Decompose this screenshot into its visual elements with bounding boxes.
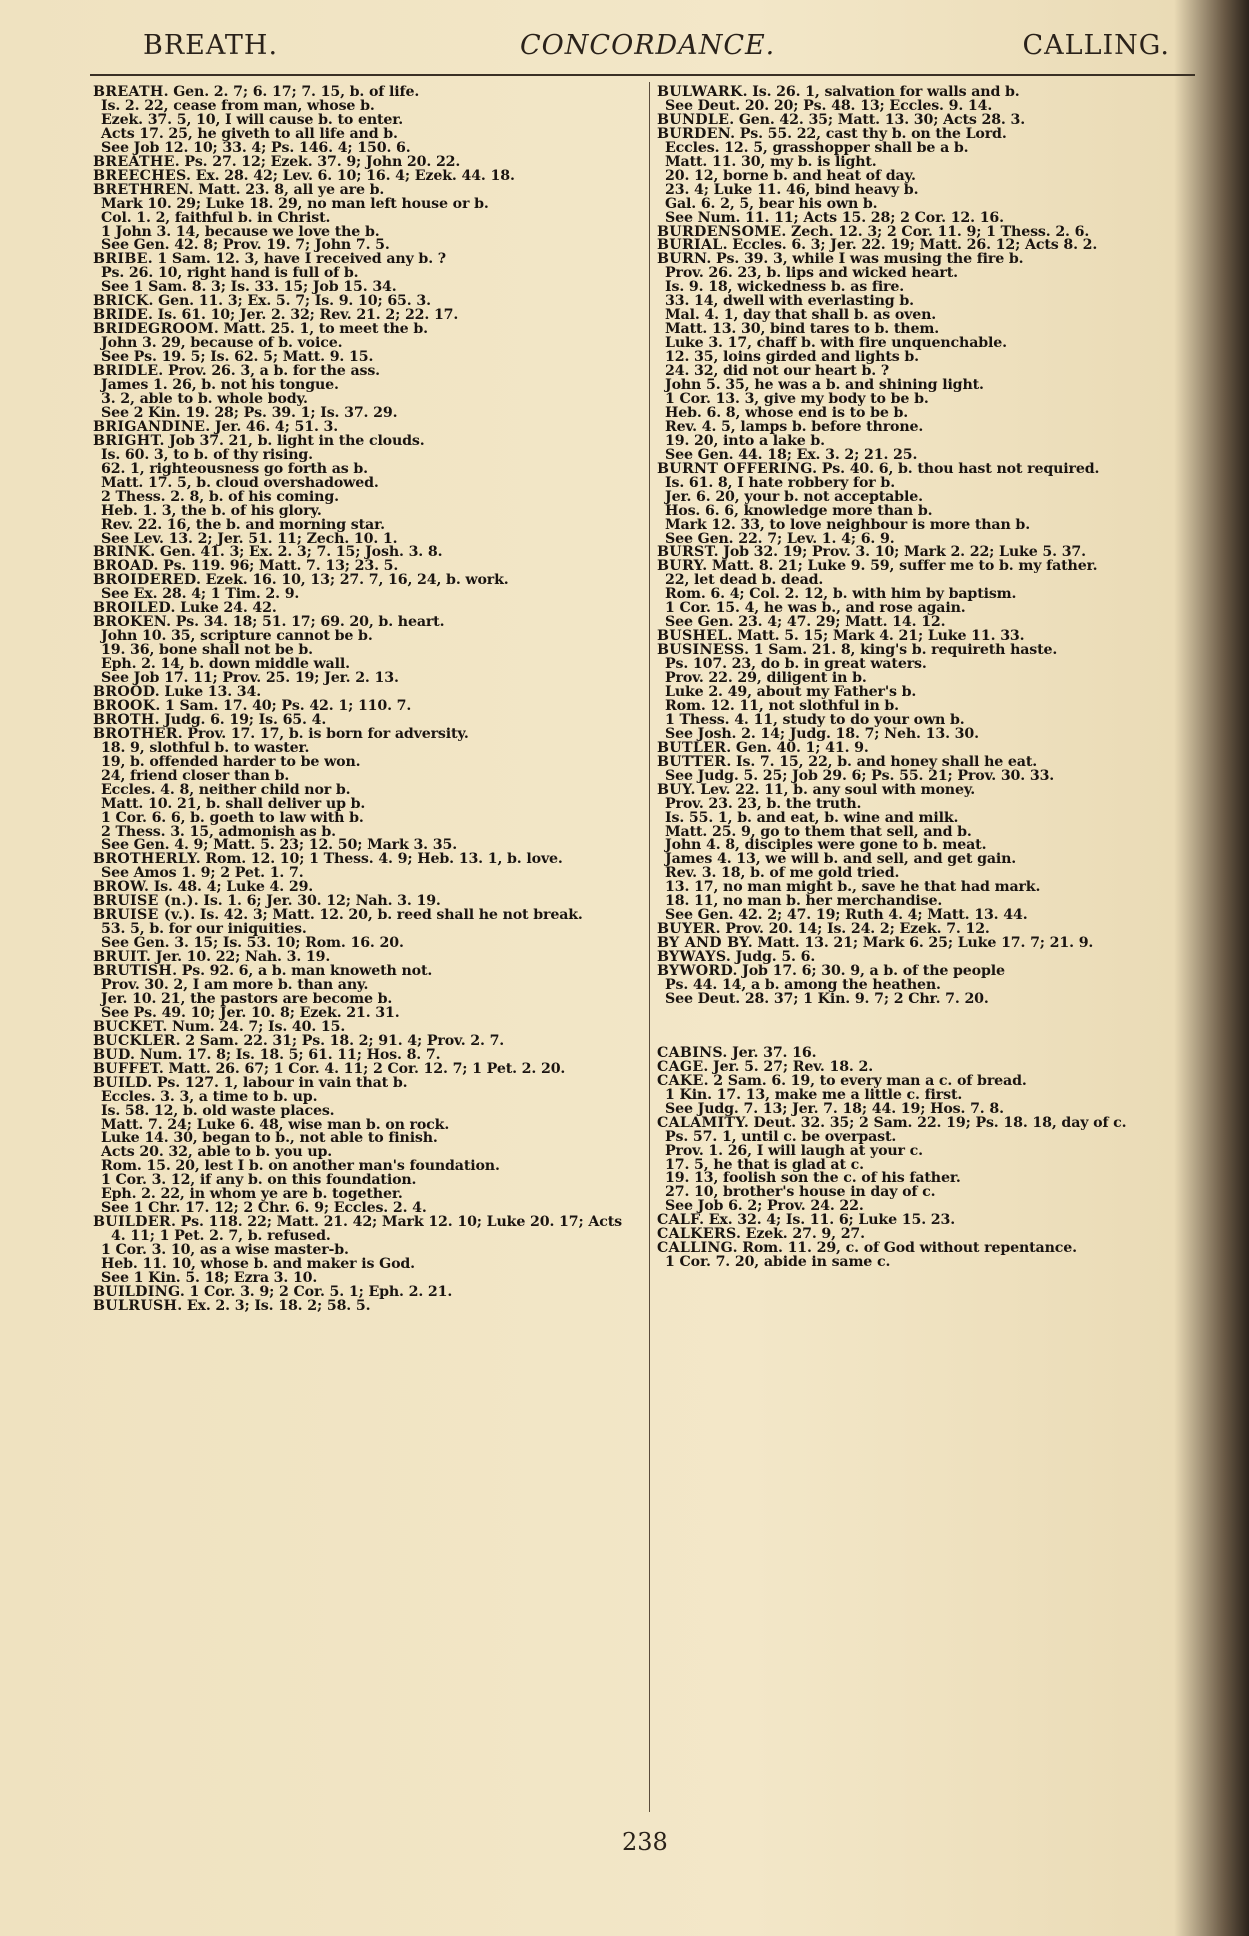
entry-headword: CALKERS.: [657, 1226, 742, 1243]
entry-subline: Is. 58. 12, b. old waste places.: [101, 1102, 335, 1119]
entry-subline: See Judg. 5. 25; Job 29. 6; Ps. 55. 21; Prov. 30. 33.: [665, 767, 1055, 784]
running-header: [95, 30, 1190, 70]
entry-headword: BRIGANDINE.: [93, 418, 211, 435]
entry-subline: 22, let dead b. dead.: [665, 572, 824, 589]
entry-subline: Matt. 13. 30, bind tares to b. them.: [665, 321, 939, 338]
entry-subline: Jer. 6. 20, your b. not acceptable.: [665, 488, 923, 505]
entry-headword: BROAD.: [93, 558, 159, 575]
entry-subline: Eph. 2. 22, in whom ye are b. together.: [101, 1186, 403, 1203]
entry-subline: Heb. 1. 3, the b. of his glory.: [101, 502, 322, 519]
entry-headword: BUNDLE.: [657, 111, 735, 128]
entry-subline: 17. 5, he that is glad at c.: [665, 1156, 864, 1173]
entry-subline: Ps. 26. 10, right hand is full of b.: [101, 265, 359, 282]
entry-subline: Matt. 11. 30, my b. is light.: [665, 153, 877, 170]
entry-references: Ps. 39. 3, while I was musing the fire b.: [716, 251, 1024, 268]
entry-headword: BUILD.: [93, 1074, 153, 1091]
entry-subline: See Judg. 7. 13; Jer. 7. 18; 44. 19; Hos. 7. 8.: [665, 1100, 1004, 1117]
entry-subline: Is. 9. 18, wickedness b. as fire.: [665, 279, 905, 296]
entry-headword: BURST.: [657, 544, 719, 561]
entry-subline: Eccles. 3. 3, a time to b. up.: [101, 1088, 318, 1105]
entry-subline: See Gen. 23. 4; 47. 29; Matt. 14. 12.: [665, 614, 946, 631]
entry-subline: Rom. 15. 20, lest I b. on another man's foundation.: [101, 1158, 500, 1175]
left-column: [93, 86, 641, 1314]
entry-references: Ezek. 16. 10, 13; 27. 7, 16, 24, b. work.: [205, 572, 509, 589]
entry-subline: 1 Cor. 7. 20, abide in same c.: [665, 1254, 891, 1271]
entry-subline: 13. 17, no man might b., save he that had mark.: [665, 879, 1041, 896]
entry-references: Is. 48. 4; Luke 4. 29.: [153, 879, 314, 896]
entry-references: Matt. 5. 15; Mark 4. 21; Luke 11. 33.: [737, 628, 1025, 645]
entry-references: Gen. 2. 7; 6. 17; 7. 15, b. of life.: [173, 84, 420, 100]
entry-subline: Matt. 25. 9, go to them that sell, and b.: [665, 823, 972, 840]
entry-headword: BURIAL.: [657, 237, 728, 254]
entry-headword: BRINK.: [93, 544, 156, 561]
entry-references: Ps. 55. 22, cast thy b. on the Lord.: [739, 125, 1007, 142]
entry-subline: Heb. 11. 10, whose b. and maker is God.: [101, 1256, 415, 1273]
entry-subline: 19. 20, into a lake b.: [665, 432, 825, 449]
entry-references: Jer. 5. 27; Rev. 18. 2.: [713, 1058, 874, 1075]
entry-headword: BRIGHT.: [93, 432, 165, 449]
entry-headword: BRUTISH.: [93, 963, 178, 980]
entry-headword: CAGE.: [657, 1058, 709, 1075]
entry-subline: Mark 10. 29; Luke 18. 29, no man left house or b.: [101, 195, 489, 212]
entry-subline: 1 Cor. 6. 6, b. goeth to law with b.: [101, 809, 364, 826]
entry-subline: 1 John 3. 14, because we love the b.: [101, 223, 380, 240]
entry-references: Ps. 119. 96; Matt. 7. 13; 23. 5.: [163, 558, 399, 575]
entry-subline: Is. 60. 3, to b. of thy rising.: [101, 446, 313, 463]
entry-subline: See Job 6. 2; Prov. 24. 22.: [665, 1198, 864, 1215]
entry-subline: 23. 4; Luke 11. 46, bind heavy b.: [665, 181, 919, 198]
entry-subline: Rev. 3. 18, b. of me gold tried.: [665, 865, 900, 882]
entry-headword: BROTHERLY.: [93, 851, 202, 868]
entry-subline: Ps. 57. 1, until c. be overpast.: [665, 1128, 897, 1145]
entry-subline: See Num. 11. 11; Acts 15. 28; 2 Cor. 12. 16.: [665, 209, 1004, 226]
entry-references: Jer. 46. 4; 51. 3.: [214, 418, 339, 435]
entry-subline: Luke 3. 17, chaff b. with fire unquenchable.: [665, 335, 1007, 352]
concordance-entry: [93, 1216, 641, 1244]
entry-subline: Matt. 10. 21, b. shall deliver up b.: [101, 795, 366, 812]
entry-subline: Mark 12. 33, to love neighbour is more than b.: [665, 516, 1030, 533]
entry-subline: See 1 Chr. 17. 12; 2 Chr. 6. 9; Eccles. 2. 4.: [101, 1200, 427, 1217]
entry-subline: 20. 12, borne b. and heat of day.: [665, 167, 916, 184]
entry-references: Gen. 11. 3; Ex. 5. 7; Is. 9. 10; 65. 3.: [158, 293, 431, 310]
entry-references: Is. 42. 3; Matt. 12. 20, b. reed shall he not break.: [199, 907, 583, 924]
entry-headword: BUD.: [93, 1046, 136, 1063]
entry-headword: BURDEN.: [657, 125, 736, 142]
entry-subline: See Ps. 49. 10; Jer. 10. 8; Ezek. 21. 31.: [101, 1004, 400, 1021]
entry-subline: Is. 2. 22, cease from man, whose b.: [101, 97, 375, 114]
entry-headword: BREATH.: [93, 84, 169, 100]
entry-subline: See Deut. 20. 20; Ps. 48. 13; Eccles. 9. 14.: [665, 97, 993, 114]
entry-subline: Ps. 44. 14, a b. among the heathen.: [665, 977, 941, 993]
entry-headword: BROW.: [93, 879, 150, 896]
entry-subline: Is. 55. 1, b. and eat, b. wine and milk.: [665, 809, 959, 826]
entry-subline: James 4. 13, we will b. and sell, and get gain.: [665, 851, 1017, 868]
entry-headword: BRUISE (v.).: [93, 907, 196, 924]
entry-subline: Ps. 107. 23, do b. in great waters.: [665, 656, 927, 673]
entry-subline: Col. 1. 2, faithful b. in Christ.: [101, 209, 331, 226]
entry-references: Jer. 10. 22; Nah. 3. 19.: [155, 949, 331, 966]
entry-subline: Eccles. 12. 5, grasshopper shall be a b.: [665, 139, 969, 156]
entry-headword: BURDENSOME.: [657, 223, 787, 240]
entry-headword: BURNT OFFERING.: [657, 460, 818, 477]
entry-subline: Eccles. 4. 8, neither child nor b.: [101, 781, 351, 798]
entry-references: Judg. 5. 6.: [735, 949, 816, 966]
entry-references: Judg. 6. 19; Is. 65. 4.: [164, 711, 327, 728]
entry-headword: BY AND BY.: [657, 935, 754, 952]
entry-subline: See Amos 1. 9; 2 Pet. 1. 7.: [101, 865, 304, 882]
entry-subline: See Gen. 42. 2; 47. 19; Ruth 4. 4; Matt. 13. 44.: [665, 907, 1028, 924]
entry-references: Num. 17. 8; Is. 18. 5; 61. 11; Hos. 8. 7.: [139, 1046, 441, 1063]
entry-headword: BUCKLER.: [93, 1032, 181, 1049]
entry-references: Ezek. 27. 9, 27.: [745, 1226, 865, 1243]
entry-subline: 18. 11, no man b. her merchandise.: [665, 893, 943, 910]
entry-subline: Acts 20. 32, able to b. you up.: [101, 1144, 333, 1161]
entry-subline: 1 Kin. 17. 13, make me a little c. first.: [665, 1086, 963, 1103]
entry-headword: BYWORD.: [657, 963, 738, 980]
entry-subline: 19, b. offended harder to be won.: [101, 753, 361, 770]
entry-references: Ps. 27. 12; Ezek. 37. 9; John 20. 22.: [184, 153, 461, 170]
entry-headword: BRUISE (n.).: [93, 893, 200, 910]
entry-headword: BREATHE.: [93, 153, 180, 170]
entry-subline: John 3. 29, because of b. voice.: [101, 335, 343, 352]
entry-subline: See Deut. 28. 37; 1 Kin. 9. 7; 2 Chr. 7. 20.: [665, 990, 989, 1007]
entry-headword: BULWARK.: [657, 84, 748, 100]
entry-references: Matt. 8. 21; Luke 9. 59, suffer me to b. my father.: [711, 558, 1098, 575]
right-column: [657, 86, 1192, 1270]
entry-subline: Rom. 6. 4; Col. 2. 12, b. with him by baptism.: [665, 586, 1017, 603]
entry-headword: BROILED.: [93, 600, 176, 617]
entry-references: Rom. 12. 10; 1 Thess. 4. 9; Heb. 13. 1, b. love.: [205, 851, 563, 868]
entry-headword: BUY.: [657, 781, 696, 798]
entry-subline: See Job 17. 11; Prov. 25. 19; Jer. 2. 13.: [101, 670, 399, 687]
entry-headword: BRICK.: [93, 293, 154, 310]
entry-references: Rom. 11. 29, c. of God without repentance.: [742, 1240, 1077, 1257]
entry-subline: Rev. 22. 16, the b. and morning star.: [101, 516, 385, 533]
entry-headword: CALF.: [657, 1212, 705, 1229]
entry-references: Is. 26. 1, salvation for walls and b.: [752, 84, 1020, 100]
entry-references: Job 32. 19; Prov. 3. 10; Mark 2. 22; Luke 5. 37.: [723, 544, 1086, 561]
entry-subline: 3. 2, able to b. whole body.: [101, 390, 308, 407]
entry-subline: Matt. 17. 5, b. cloud overshadowed.: [101, 474, 379, 491]
entry-subline: 2 Thess. 3. 15, admonish as b.: [101, 823, 336, 840]
entry-references: Eccles. 6. 3; Jer. 22. 19; Matt. 26. 12; Acts 8. 2.: [732, 237, 1098, 254]
entry-references: Lev. 22. 11, b. any soul with money.: [700, 781, 976, 798]
entry-headword: BUILDING.: [93, 1283, 186, 1300]
entry-headword: CALLING.: [657, 1240, 738, 1257]
entry-headword: CABINS.: [657, 1044, 728, 1061]
entry-subline: Is. 61. 8, I hate robbery for b.: [665, 474, 895, 491]
entry-headword: BROTH.: [93, 711, 160, 728]
entry-references: Ex. 28. 42; Lev. 6. 10; 16. 4; Ezek. 44. 18.: [195, 167, 515, 184]
entry-subline: 1 Cor. 3. 12, if any b. on this foundation.: [101, 1172, 417, 1189]
entry-subline: See Gen. 3. 15; Is. 53. 10; Rom. 16. 20.: [101, 935, 404, 952]
entry-subline: John 4. 8, disciples were gone to b. meat.: [665, 837, 987, 854]
entry-subline: Rom. 12. 11, not slothful in b.: [665, 697, 899, 714]
entry-references: Matt. 23. 8, all ye are b.: [198, 181, 385, 198]
entry-subline: 1 Cor. 13. 3, give my body to be b.: [665, 390, 929, 407]
entry-subline: 12. 35, loins girded and lights b.: [665, 349, 919, 366]
entry-headword: BUCKET.: [93, 1018, 168, 1035]
entry-references: 1 Sam. 21. 8, king's b. requireth haste.: [753, 642, 1058, 659]
entry-subline: See Gen. 42. 8; Prov. 19. 7; John 7. 5.: [101, 237, 390, 254]
entry-subline: 62. 1, righteousness go forth as b.: [101, 460, 368, 477]
entry-subline: See Gen. 44. 18; Ex. 3. 2; 21. 25.: [665, 446, 918, 463]
entry-references: 2 Sam. 22. 31; Ps. 18. 2; 91. 4; Prov. 2. 7.: [185, 1032, 505, 1049]
entry-references: Prov. 26. 3, a b. for the ass.: [167, 363, 380, 380]
entry-subline: Hos. 6. 6, knowledge more than b.: [665, 502, 933, 519]
entry-references: Prov. 20. 14; Is. 24. 2; Ezek. 7. 12.: [725, 921, 990, 938]
header-last-word: CALLING.: [1022, 30, 1170, 61]
entry-references: Ps. 40. 6, b. thou hast not required.: [821, 460, 1100, 477]
entry-subline: See 2 Kin. 19. 28; Ps. 39. 1; Is. 37. 29.: [101, 404, 398, 421]
header-first-word: BREATH.: [143, 30, 279, 61]
entry-headword: BROOK.: [93, 697, 161, 714]
entry-headword: CALAMITY.: [657, 1114, 750, 1131]
entry-headword: BUTLER.: [657, 739, 732, 756]
header-rule: [90, 74, 1195, 76]
entry-references: 2 Sam. 6. 19, to every man a c. of bread.: [713, 1072, 1027, 1089]
page-number: 238: [622, 1828, 668, 1856]
entry-headword: BUSINESS.: [657, 642, 750, 659]
entry-subline: Acts 17. 25, he giveth to all life and b.: [101, 125, 398, 142]
entry-references: Luke 13. 34.: [164, 683, 262, 700]
entry-headword: BYWAYS.: [657, 949, 732, 966]
entry-references: Luke 24. 42.: [180, 600, 277, 617]
entry-subline: Jer. 10. 21, the pastors are become b.: [101, 990, 393, 1007]
entry-subline: Matt. 7. 24; Luke 6. 48, wise man b. on rock.: [101, 1116, 450, 1133]
entry-subline: John 10. 35, scripture cannot be b.: [101, 628, 373, 645]
entry-headword: BRETHREN.: [93, 181, 194, 198]
entry-references: Ps. 92. 6, a b. man knoweth not.: [181, 963, 433, 980]
entry-subline: 18. 9, slothful b. to waster.: [101, 739, 310, 756]
header-title: CONCORDANCE.: [520, 30, 776, 61]
entry-headword: BROTHER.: [93, 725, 184, 742]
entry-headword: BUFFET.: [93, 1060, 165, 1077]
entry-subline: 1 Cor. 15. 4, he was b., and rose again.: [665, 600, 966, 617]
entry-headword: BRUIT.: [93, 949, 152, 966]
entry-subline: See Lev. 13. 2; Jer. 51. 11; Zech. 10. 1.: [101, 530, 398, 547]
entry-headword: CAKE.: [657, 1072, 709, 1089]
entry-subline: James 1. 26, b. not his tongue.: [101, 377, 339, 394]
entry-subline: Luke 2. 49, about my Father's b.: [665, 683, 917, 700]
entry-subline: See Gen. 4. 9; Matt. 5. 23; 12. 50; Mark 3. 35.: [101, 837, 457, 854]
entry-subline: 19. 36, bone shall not be b.: [101, 642, 313, 659]
entry-subline: Heb. 6. 8, whose end is to be b.: [665, 404, 909, 421]
entry-references: Gen. 42. 35; Matt. 13. 30; Acts 28. 3.: [738, 111, 1026, 128]
entry-references: Job 37. 21, b. light in the clouds.: [169, 432, 425, 449]
entry-references: Ex. 2. 3; Is. 18. 2; 58. 5.: [186, 1297, 371, 1314]
entry-references: Jer. 37. 16.: [732, 1044, 817, 1061]
entry-headword: BRIDEGROOM.: [93, 321, 220, 338]
entry-subline: Gal. 6. 2, 5, bear his own b.: [665, 195, 878, 212]
entry-headword: BURN.: [657, 251, 712, 268]
entry-subline: John 5. 35, he was a b. and shining light.: [665, 377, 984, 394]
entry-references: 1 Sam. 17. 40; Ps. 42. 1; 110. 7.: [164, 697, 412, 714]
entry-references: 1 Cor. 3. 9; 2 Cor. 5. 1; Eph. 2. 21.: [189, 1283, 453, 1300]
entry-subline: 1 Thess. 4. 11, study to do your own b.: [665, 711, 965, 728]
concordance-entry: [93, 1297, 641, 1314]
entry-subline: 33. 14, dwell with everlasting b.: [665, 293, 914, 310]
entry-references: Num. 24. 7; Is. 40. 15.: [171, 1018, 346, 1035]
entry-references: Ps. 34. 18; 51. 17; 69. 20, b. heart.: [175, 614, 445, 631]
entry-headword: BULRUSH.: [93, 1297, 183, 1314]
entry-subline: 1 Cor. 3. 10, as a wise master-b.: [101, 1242, 349, 1259]
entry-references: Gen. 40. 1; 41. 9.: [735, 739, 869, 756]
entry-references: Gen. 41. 3; Ex. 2. 3; 7. 15; Josh. 3. 8.: [159, 544, 443, 561]
entry-subline: See Ps. 19. 5; Is. 62. 5; Matt. 9. 15.: [101, 349, 374, 366]
entry-references: Zech. 12. 3; 2 Cor. 11. 9; 1 Thess. 2. 6.: [790, 223, 1090, 240]
entry-references: Ps. 118. 22; Matt. 21. 42; Mark 12. 10; Luke 20. 17; Acts 4. 11; 1 Pet. 2. 7, b. refused.: [111, 1214, 622, 1245]
entry-headword: BROOD.: [93, 683, 161, 700]
entry-references: 1 Sam. 12. 3, have I received any b. ?: [157, 251, 446, 268]
entry-references: Matt. 25. 1, to meet the b.: [223, 321, 428, 338]
entry-subline: Rev. 4. 5, lamps b. before throne.: [665, 418, 924, 435]
entry-references: Deut. 32. 35; 2 Sam. 22. 19; Ps. 18. 18, day of c.: [753, 1114, 1127, 1131]
entry-headword: BUILDER.: [93, 1214, 177, 1231]
entry-subline: 27. 10, brother's house in day of c.: [665, 1184, 936, 1201]
entry-subline: See Josh. 2. 14; Judg. 18. 7; Neh. 13. 30.: [665, 725, 979, 742]
entry-subline: Prov. 1. 26, I will laugh at your c.: [665, 1142, 923, 1159]
entry-references: Ps. 127. 1, labour in vain that b.: [156, 1074, 408, 1091]
entry-headword: BUYER.: [657, 921, 721, 938]
entry-subline: See Ex. 28. 4; 1 Tim. 2. 9.: [101, 586, 300, 603]
entry-references: Is. 1. 6; Jer. 30. 12; Nah. 3. 19.: [203, 893, 441, 910]
entry-references: Job 17. 6; 30. 9, a b. of the people: [742, 963, 1005, 980]
entry-headword: BROKEN.: [93, 614, 172, 631]
entry-subline: Ezek. 37. 5, 10, I will cause b. to enter.: [101, 111, 404, 128]
entry-references: Matt. 13. 21; Mark 6. 25; Luke 17. 7; 21. 9.: [757, 935, 1094, 952]
entry-references: Is. 61. 10; Jer. 2. 32; Rev. 21. 2; 22. 17.: [157, 307, 459, 324]
entry-subline: Prov. 22. 29, diligent in b.: [665, 670, 867, 687]
entry-references: Ex. 32. 4; Is. 11. 6; Luke 15. 23.: [708, 1212, 956, 1229]
entry-references: Prov. 17. 17, b. is born for adversity.: [187, 725, 469, 742]
entry-headword: BURY.: [657, 558, 708, 575]
entry-subline: Prov. 26. 23, b. lips and wicked heart.: [665, 265, 958, 282]
entry-subline: Luke 14. 30, began to b., not able to finish.: [101, 1130, 438, 1147]
column-divider: [649, 82, 650, 1812]
entry-subline: 24, friend closer than b.: [101, 767, 290, 784]
entry-headword: BREECHES.: [93, 167, 192, 184]
entry-subline: 24. 32, did not our heart b. ?: [665, 363, 889, 380]
entry-subline: See 1 Kin. 5. 18; Ezra 3. 10.: [101, 1270, 318, 1287]
entry-subline: 2 Thess. 2. 8, b. of his coming.: [101, 488, 339, 505]
entry-references: Is. 7. 15, 22, b. and honey shall he eat.: [736, 753, 1038, 770]
entry-headword: BROIDERED.: [93, 572, 202, 589]
entry-headword: BUTTER.: [657, 753, 732, 770]
entry-subline: See Job 12. 10; 33. 4; Ps. 146. 4; 150. 6.: [101, 139, 411, 156]
entry-subline: See Gen. 22. 7; Lev. 1. 4; 6. 9.: [665, 530, 895, 547]
entry-subline: 19. 13, foolish son the c. of his father.: [665, 1170, 961, 1187]
entry-headword: BRIDLE.: [93, 363, 164, 380]
entry-subline: Eph. 2. 14, b. down middle wall.: [101, 656, 350, 673]
entry-headword: BRIDE.: [93, 307, 154, 324]
entry-subline: Prov. 30. 2, I am more b. than any.: [101, 977, 369, 993]
section-gap: [657, 1007, 1192, 1047]
entry-subline: Prov. 23. 23, b. the truth.: [665, 795, 862, 812]
entry-subline: See 1 Sam. 8. 3; Is. 33. 15; Job 15. 34.: [101, 279, 397, 296]
entry-headword: BUSHEL.: [657, 628, 733, 645]
entry-subline: Mal. 4. 1, day that shall b. as oven.: [665, 307, 937, 324]
entry-references: Matt. 26. 67; 1 Cor. 4. 11; 2 Cor. 12. 7; 1 Pet. 2. 20.: [168, 1060, 566, 1077]
entry-headword: BRIBE.: [93, 251, 153, 268]
entry-subline: 53. 5, b. for our iniquities.: [101, 921, 307, 938]
